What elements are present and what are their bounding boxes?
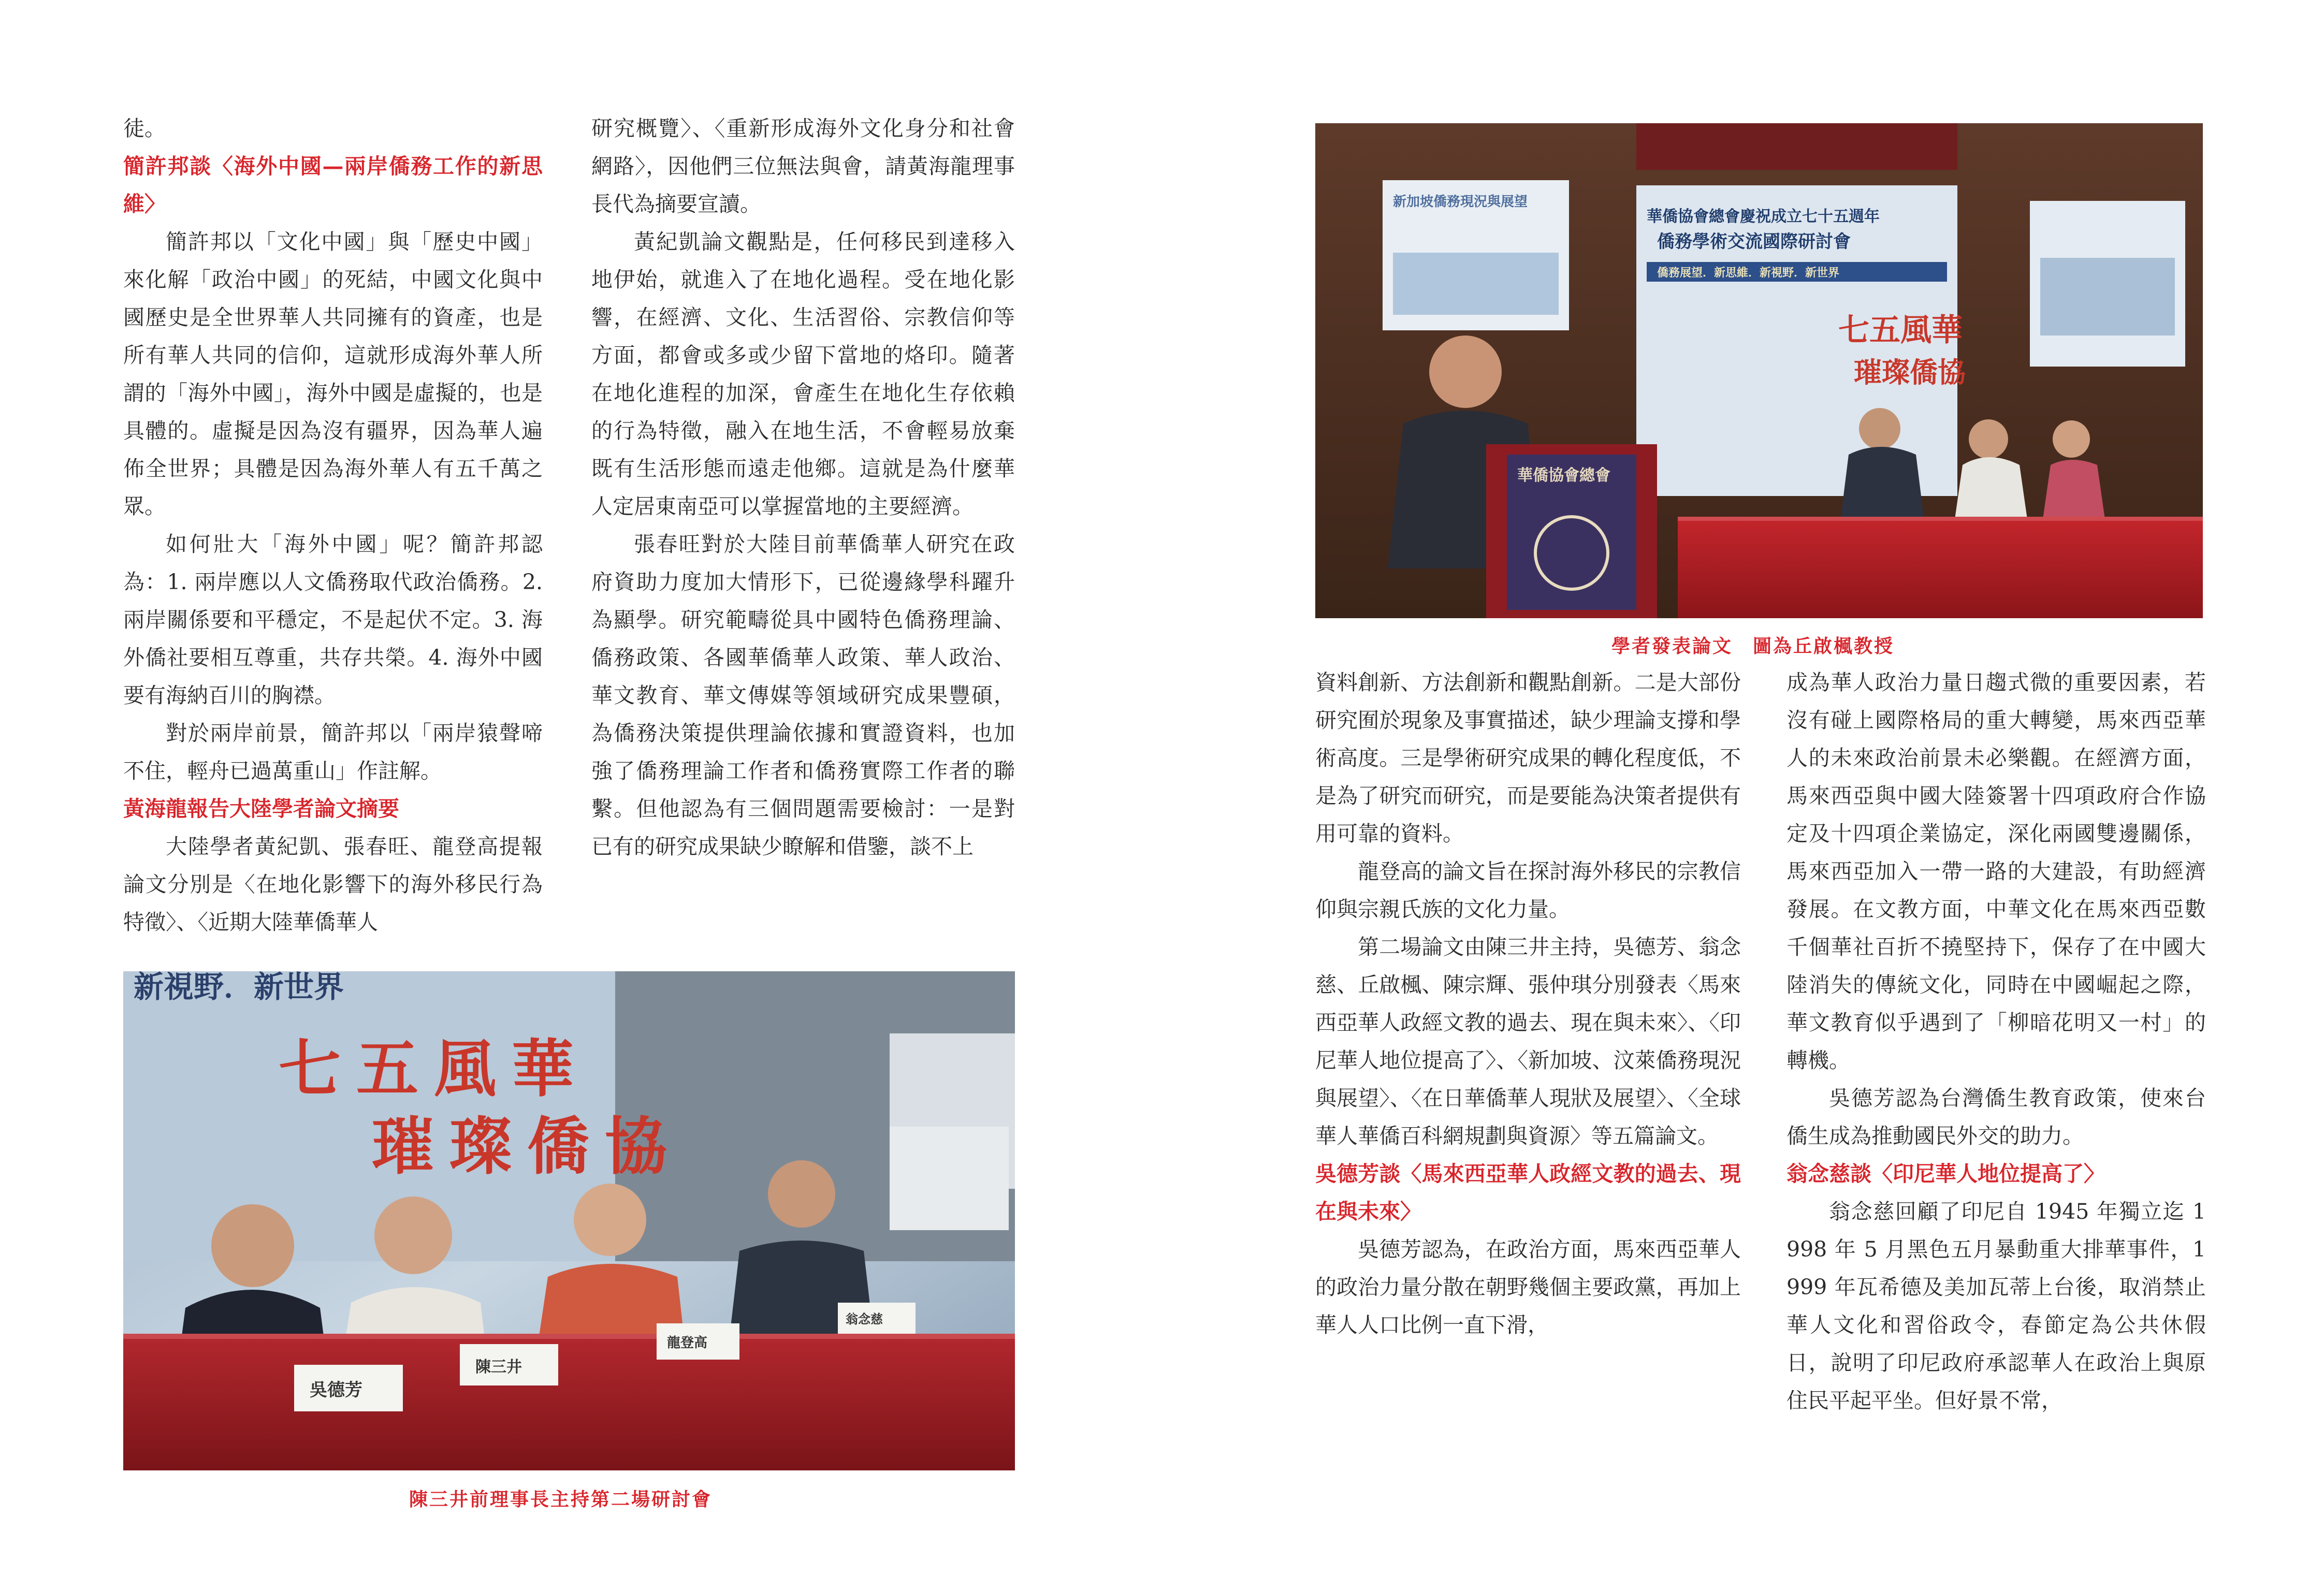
svg-text:陳三井: 陳三井 [475, 1358, 522, 1376]
banner-big-2: 璀璨僑協 [372, 1110, 682, 1183]
banner-big-1-right: 七五風華 [1838, 312, 1963, 348]
section-heading: 吳德芳談〈馬來西亞華人政經文教的過去、現在與未來〉 [1315, 1161, 1741, 1224]
banner-big-1: 七五風華 [279, 1032, 589, 1105]
paragraph: 吳德芳認為台灣僑生教育政策，使來台僑生成為推動國民外交的助力。 [1786, 1086, 2206, 1148]
banner-subtitle: 僑務展望．新思維．新視野．新世界 [1657, 266, 1840, 280]
svg-text:吳德芳: 吳德芳 [310, 1380, 362, 1401]
paragraph: 龍登高的論文旨在探討海外移民的宗教信仰與宗親氏族的文化力量。 [1315, 859, 1741, 922]
banner-title-2: 僑務學術交流國際研討會 [1657, 231, 1851, 252]
banner-big-2-right: 璀璨僑協 [1854, 356, 1966, 389]
paragraph: 翁念慈回顧了印尼自 1945 年獨立迄 1998 年 5 月黑色五月暴動重大排華事件，1999 年瓦希德及美加瓦蒂上台後，取消禁止華人文化和習俗政令，春節定為公共休假日，說明了印尼政府承認華人在政治上與原住民平起平坐。但好景不常， [1786, 1199, 2206, 1413]
panel-discussion-photo [123, 971, 1015, 1470]
nameplate-2 [460, 1344, 558, 1385]
right-column-1 [1315, 664, 1741, 1344]
nameplate-4 [838, 1303, 916, 1334]
podium [1486, 444, 1657, 618]
paragraph: 大陸學者黃紀凱、張春旺、龍登高提報論文分別是〈在地化影響下的海外移民行為特徵〉、〈近期大陸華僑華人 [123, 834, 543, 935]
paragraph: 對於兩岸前景，簡許邦以「兩岸猿聲啼不住，輕舟已過萬重山」作註解。 [123, 721, 543, 783]
section-heading: 黃海龍報告大陸學者論文摘要 [123, 796, 399, 821]
svg-text:華僑協會總會: 華僑協會總會 [1517, 466, 1610, 485]
paragraph: 如何壯大「海外中國」呢？簡許邦認為：1. 兩岸應以人文僑務取代政治僑務。2. 兩岸關係要和平穩定，不是起伏不定。3. 海外僑社要相互尊重，共存共榮。4. 海外中國要有海納百川的胸襟。 [123, 532, 543, 708]
paragraph: 張春旺對於大陸目前華僑華人研究在政府資助力度加大情形下，已從邊緣學科躍升為顯學。研究範疇從具中國特色僑務理論、僑務政策、各國華僑華人政策、華人政治、華文教育、華文傳媒等領域研究成果豐碩，為僑務決策提供理論依據和實證資料，也加強了僑務理論工作者和僑務實際工作者的聯繫。但他認為有三個問題需要檢討：一是對已有的研究成果缺少瞭解和借鑒，談不上 [591, 532, 1015, 859]
svg-text:龍登高: 龍登高 [667, 1335, 708, 1351]
section-heading: 簡許邦談〈海外中國—兩岸僑務工作的新思維〉 [123, 154, 543, 216]
paragraph: 資料創新、方法創新和觀點創新。二是大部份研究囿於現象及事實描述，缺少理論支撐和學術高度。三是學術研究成果的轉化程度低，不是為了研究而研究，而是要能為決策者提供有用可靠的資料。 [1315, 670, 1741, 846]
speaker-photo [1315, 123, 2203, 618]
nameplate-1 [294, 1365, 403, 1411]
svg-text:翁念慈: 翁念慈 [846, 1311, 883, 1326]
paragraph: 簡許邦以「文化中國」與「歷史中國」來化解「政治中國」的死結，中國文化與中國歷史是全世界華人共同擁有的資產，也是所有華人共同的信仰，這就形成海外華人所謂的「海外中國」，海外中國是虛擬的，也是具體的。虛擬是因為沒有疆界，因為華人遍佈全世界；具體是因為海外華人有五千萬之眾。 [123, 229, 543, 519]
paragraph: 黃紀凱論文觀點是，任何移民到達移入地伊始，就進入了在地化過程。受在地化影響，在經濟、文化、生活習俗、宗教信仰等方面，都會或多或少留下當地的烙印。隨著在地化進程的加深，會產生在地化生存依賴的行為特徵，融入在地生活，不會輕易放棄既有生活形態而遠走他鄉。這就是為什麼華人定居東南亞可以掌握當地的主要經濟。 [591, 229, 1015, 519]
screen-text: 新加坡僑務現況與展望 [1393, 194, 1528, 210]
banner-title-1: 華僑協會總會慶祝成立七十五週年 [1647, 208, 1880, 226]
section-heading: 翁念慈談〈印尼華人地位提高了〉 [1786, 1161, 2105, 1186]
nameplate-3 [657, 1323, 739, 1360]
left-photo-caption: 陳三井前理事長主持第二場研討會 [409, 1489, 713, 1510]
paragraph: 第二場論文由陳三井主持，吳德芳、翁念慈、丘啟楓、陳宗輝、張仲琪分別發表〈馬來西亞華人政經文教的過去、現在與未來〉、〈印尼華人地位提高了〉、〈新加坡、汶萊僑務現況與展望〉、〈在日華僑華人現狀及展望〉、〈全球華人華僑百科網規劃與資源〉等五篇論文。 [1315, 935, 1741, 1148]
paragraph: 徒。 [123, 116, 166, 141]
left-column-2 [591, 110, 1015, 866]
left-column-1 [123, 110, 543, 941]
paragraph: 成為華人政治力量日趨式微的重要因素，若沒有碰上國際格局的重大轉變，馬來西亞華人的未來政治前景未必樂觀。在經濟方面，馬來西亞與中國大陸簽署十四項政府合作協定及十四項企業協定，深化兩國雙邊關係，馬來西亞加入一帶一路的大建設，有助經濟發展。在文教方面，中華文化在馬來西亞數千個華社百折不撓堅持下，保存了在中國大陸消失的傳統文化，同時在中國崛起之際，華文教育似乎遇到了「柳暗花明又一村」的轉機。 [1786, 670, 2206, 1073]
right-column-2 [1786, 664, 2206, 1420]
paragraph: 吳德芳認為，在政治方面，馬來西亞華人的政治力量分散在朝野幾個主要政黨，再加上華人人口比例一直下滑， [1315, 1237, 1741, 1337]
banner-line-1: 新視野．新世界 [134, 971, 344, 1004]
right-photo-caption: 學者發表論文 圖為丘啟楓教授 [1611, 635, 1895, 657]
paragraph: 研究概覽〉、〈重新形成海外文化身分和社會網路〉，因他們三位無法與會，請黃海龍理事長代為摘要宣讀。 [591, 116, 1015, 216]
